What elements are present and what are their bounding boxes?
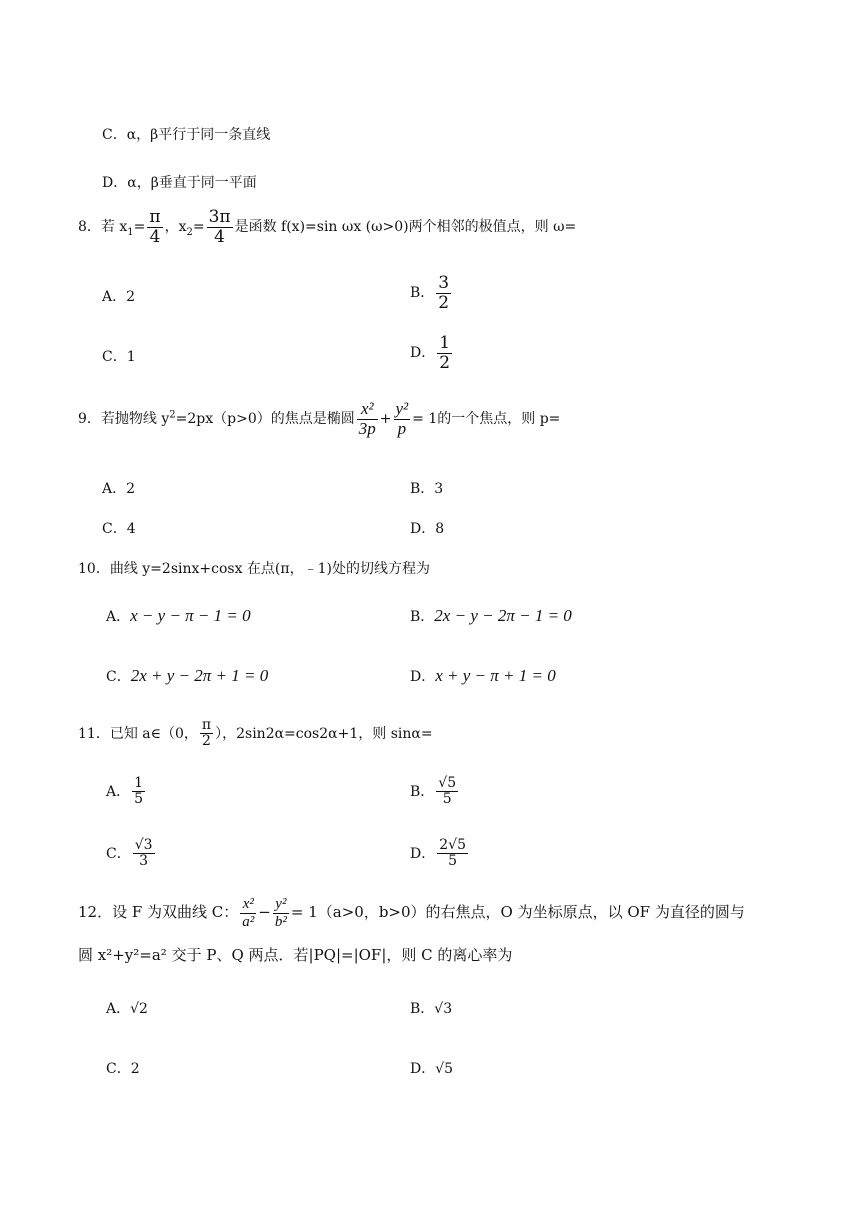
fraction bbox=[132, 776, 145, 808]
denominator: a² bbox=[242, 913, 255, 930]
option-label: B． bbox=[410, 481, 435, 497]
option-label: B． bbox=[410, 1001, 435, 1017]
stem-text: = bbox=[192, 219, 205, 236]
option-text: √2 bbox=[130, 1001, 148, 1017]
stem-text: 已知 a∈（0， bbox=[109, 725, 198, 742]
fraction bbox=[200, 718, 213, 750]
stem-text: = bbox=[133, 219, 146, 236]
q10-stem bbox=[78, 558, 430, 578]
numerator: 2√5 bbox=[439, 837, 466, 853]
q12-option-c bbox=[106, 1058, 140, 1078]
denominator: 4 bbox=[149, 226, 161, 247]
q12-stem bbox=[78, 896, 745, 930]
operator: = 1 bbox=[290, 903, 318, 921]
option-label: B． bbox=[410, 609, 435, 625]
option-text: 4 bbox=[126, 521, 136, 537]
operator: + bbox=[379, 411, 392, 428]
option-text: 3 bbox=[434, 481, 444, 497]
fraction bbox=[147, 208, 162, 246]
stem-text: 曲线 y=2sinx+cosx 在点(π，﹣1)处的切线方程为 bbox=[109, 561, 430, 577]
stem-text: （a>0，b>0）的右焦点，O 为坐标原点，以 OF 为直径的圆与 bbox=[317, 903, 745, 921]
numerator: π bbox=[149, 207, 161, 227]
q11-option-c bbox=[106, 838, 157, 870]
option-label: B． bbox=[410, 783, 435, 800]
option-text: 2x + y − 2π + 1 = 0 bbox=[130, 666, 269, 685]
q10-option-a bbox=[106, 606, 251, 626]
q9-option-c bbox=[102, 518, 136, 538]
q8-option-c bbox=[102, 346, 136, 366]
denominator: b² bbox=[274, 913, 287, 930]
option-label: C． bbox=[106, 1061, 131, 1077]
option-label: D． bbox=[410, 1061, 436, 1077]
q7-option-c bbox=[102, 124, 270, 144]
option-text: 2 bbox=[130, 1061, 140, 1077]
q11-option-d bbox=[410, 838, 470, 870]
option-label: D． bbox=[410, 345, 436, 362]
option-text: x − y − π − 1 = 0 bbox=[130, 606, 251, 625]
stem-text: 圆 x²+y²=a² 交于 P、Q 两点．若|PQ|=|OF|，则 C 的离心率为 bbox=[78, 946, 513, 964]
option-label: C． bbox=[102, 127, 127, 143]
option-label: C． bbox=[102, 349, 127, 365]
option-label: D． bbox=[410, 521, 436, 537]
option-label: A． bbox=[102, 481, 127, 497]
option-label: D． bbox=[410, 669, 436, 685]
subscript: 2 bbox=[186, 226, 193, 238]
question-number: 9． bbox=[78, 411, 101, 428]
denominator: 2 bbox=[438, 292, 450, 313]
q8-option-d bbox=[410, 334, 454, 372]
fraction bbox=[357, 400, 378, 438]
denominator: 4 bbox=[214, 226, 225, 247]
option-text: α，β平行于同一条直线 bbox=[126, 127, 271, 143]
option-label: A． bbox=[106, 783, 131, 800]
fraction bbox=[437, 838, 468, 870]
stem-text: ，x bbox=[164, 219, 187, 236]
stem-text: 的一个焦点，则 p= bbox=[437, 411, 561, 428]
option-label: B． bbox=[410, 285, 435, 302]
numerator: √5 bbox=[438, 775, 457, 791]
denominator: 5 bbox=[442, 791, 452, 808]
option-label: C． bbox=[102, 521, 127, 537]
option-text: α，β垂直于同一平面 bbox=[127, 175, 257, 191]
q8-stem bbox=[78, 208, 576, 246]
option-label: D． bbox=[102, 175, 128, 191]
numerator: 3 bbox=[438, 273, 450, 293]
fraction bbox=[273, 896, 289, 930]
option-text: 1 bbox=[126, 349, 136, 365]
fraction bbox=[207, 208, 233, 246]
q10-option-d bbox=[410, 666, 556, 686]
q9-option-a bbox=[102, 478, 135, 498]
denominator: 5 bbox=[448, 853, 458, 870]
numerator: y² bbox=[273, 896, 289, 914]
q10-option-c bbox=[106, 666, 268, 686]
option-text: 8 bbox=[435, 521, 445, 537]
q8-option-a bbox=[102, 286, 135, 306]
option-label: C． bbox=[106, 845, 131, 862]
option-label: A． bbox=[106, 609, 131, 625]
stem-text: 若 x bbox=[100, 219, 128, 236]
q12-option-b bbox=[410, 998, 452, 1018]
question-number: 10． bbox=[78, 561, 110, 577]
q8-option-b bbox=[410, 274, 453, 312]
numerator: 1 bbox=[439, 333, 451, 353]
numerator: 1 bbox=[134, 775, 144, 791]
q9-option-d bbox=[410, 518, 444, 538]
stem-text: 若抛物线 y bbox=[100, 411, 170, 428]
option-text: 2 bbox=[126, 481, 136, 497]
q12-stem-line2 bbox=[78, 944, 512, 965]
option-label: A． bbox=[106, 1001, 131, 1017]
option-text: x + y − π + 1 = 0 bbox=[435, 666, 556, 685]
q11-stem bbox=[78, 718, 433, 750]
option-text: √5 bbox=[435, 1061, 454, 1077]
fraction bbox=[240, 896, 256, 930]
option-text: 2x − y − 2π − 1 = 0 bbox=[434, 606, 572, 625]
stem-text: =2px（p>0）的焦点是椭圆 bbox=[175, 411, 355, 428]
numerator: 3π bbox=[208, 207, 231, 227]
fraction bbox=[436, 274, 451, 312]
q9-stem bbox=[78, 400, 560, 438]
denominator: 5 bbox=[134, 791, 144, 808]
superscript: 2 bbox=[169, 409, 176, 421]
denominator: 3 bbox=[139, 853, 149, 870]
q11-option-b bbox=[410, 776, 460, 808]
option-text: √3 bbox=[434, 1001, 453, 1017]
fraction bbox=[437, 334, 452, 372]
numerator: π bbox=[201, 717, 212, 733]
fraction bbox=[133, 838, 155, 870]
q11-option-a bbox=[106, 776, 147, 808]
question-number: 11． bbox=[78, 725, 110, 742]
stem-text: 设 F 为双曲线 C： bbox=[112, 903, 239, 921]
fraction bbox=[436, 776, 458, 808]
numerator: √3 bbox=[134, 837, 153, 853]
numerator: x² bbox=[357, 400, 378, 420]
operator: = 1 bbox=[412, 411, 438, 428]
operator: − bbox=[258, 903, 271, 921]
fraction bbox=[394, 400, 411, 438]
numerator: x² bbox=[240, 896, 256, 914]
option-text: 2 bbox=[126, 289, 136, 305]
q10-option-b bbox=[410, 606, 572, 626]
q12-option-a bbox=[106, 998, 148, 1018]
denominator: 2 bbox=[202, 733, 211, 750]
question-number: 8． bbox=[78, 219, 101, 236]
stem-text: ），2sin2α=cos2α+1，则 sinα= bbox=[215, 725, 433, 742]
q9-option-b bbox=[410, 478, 443, 498]
q12-option-d bbox=[410, 1058, 453, 1078]
numerator: y² bbox=[395, 399, 409, 418]
denominator: p bbox=[397, 418, 407, 438]
denominator: 3p bbox=[358, 418, 376, 438]
question-number: 12． bbox=[78, 903, 113, 921]
option-label: C． bbox=[106, 669, 131, 685]
denominator: 2 bbox=[439, 352, 451, 373]
subscript: 1 bbox=[127, 226, 134, 238]
option-label: D． bbox=[410, 845, 436, 862]
option-label: A． bbox=[102, 289, 127, 305]
stem-text: 是函数 f(x)=sin ωx (ω>0)两个相邻的极值点，则 ω= bbox=[234, 219, 577, 236]
q7-option-d bbox=[102, 172, 257, 192]
